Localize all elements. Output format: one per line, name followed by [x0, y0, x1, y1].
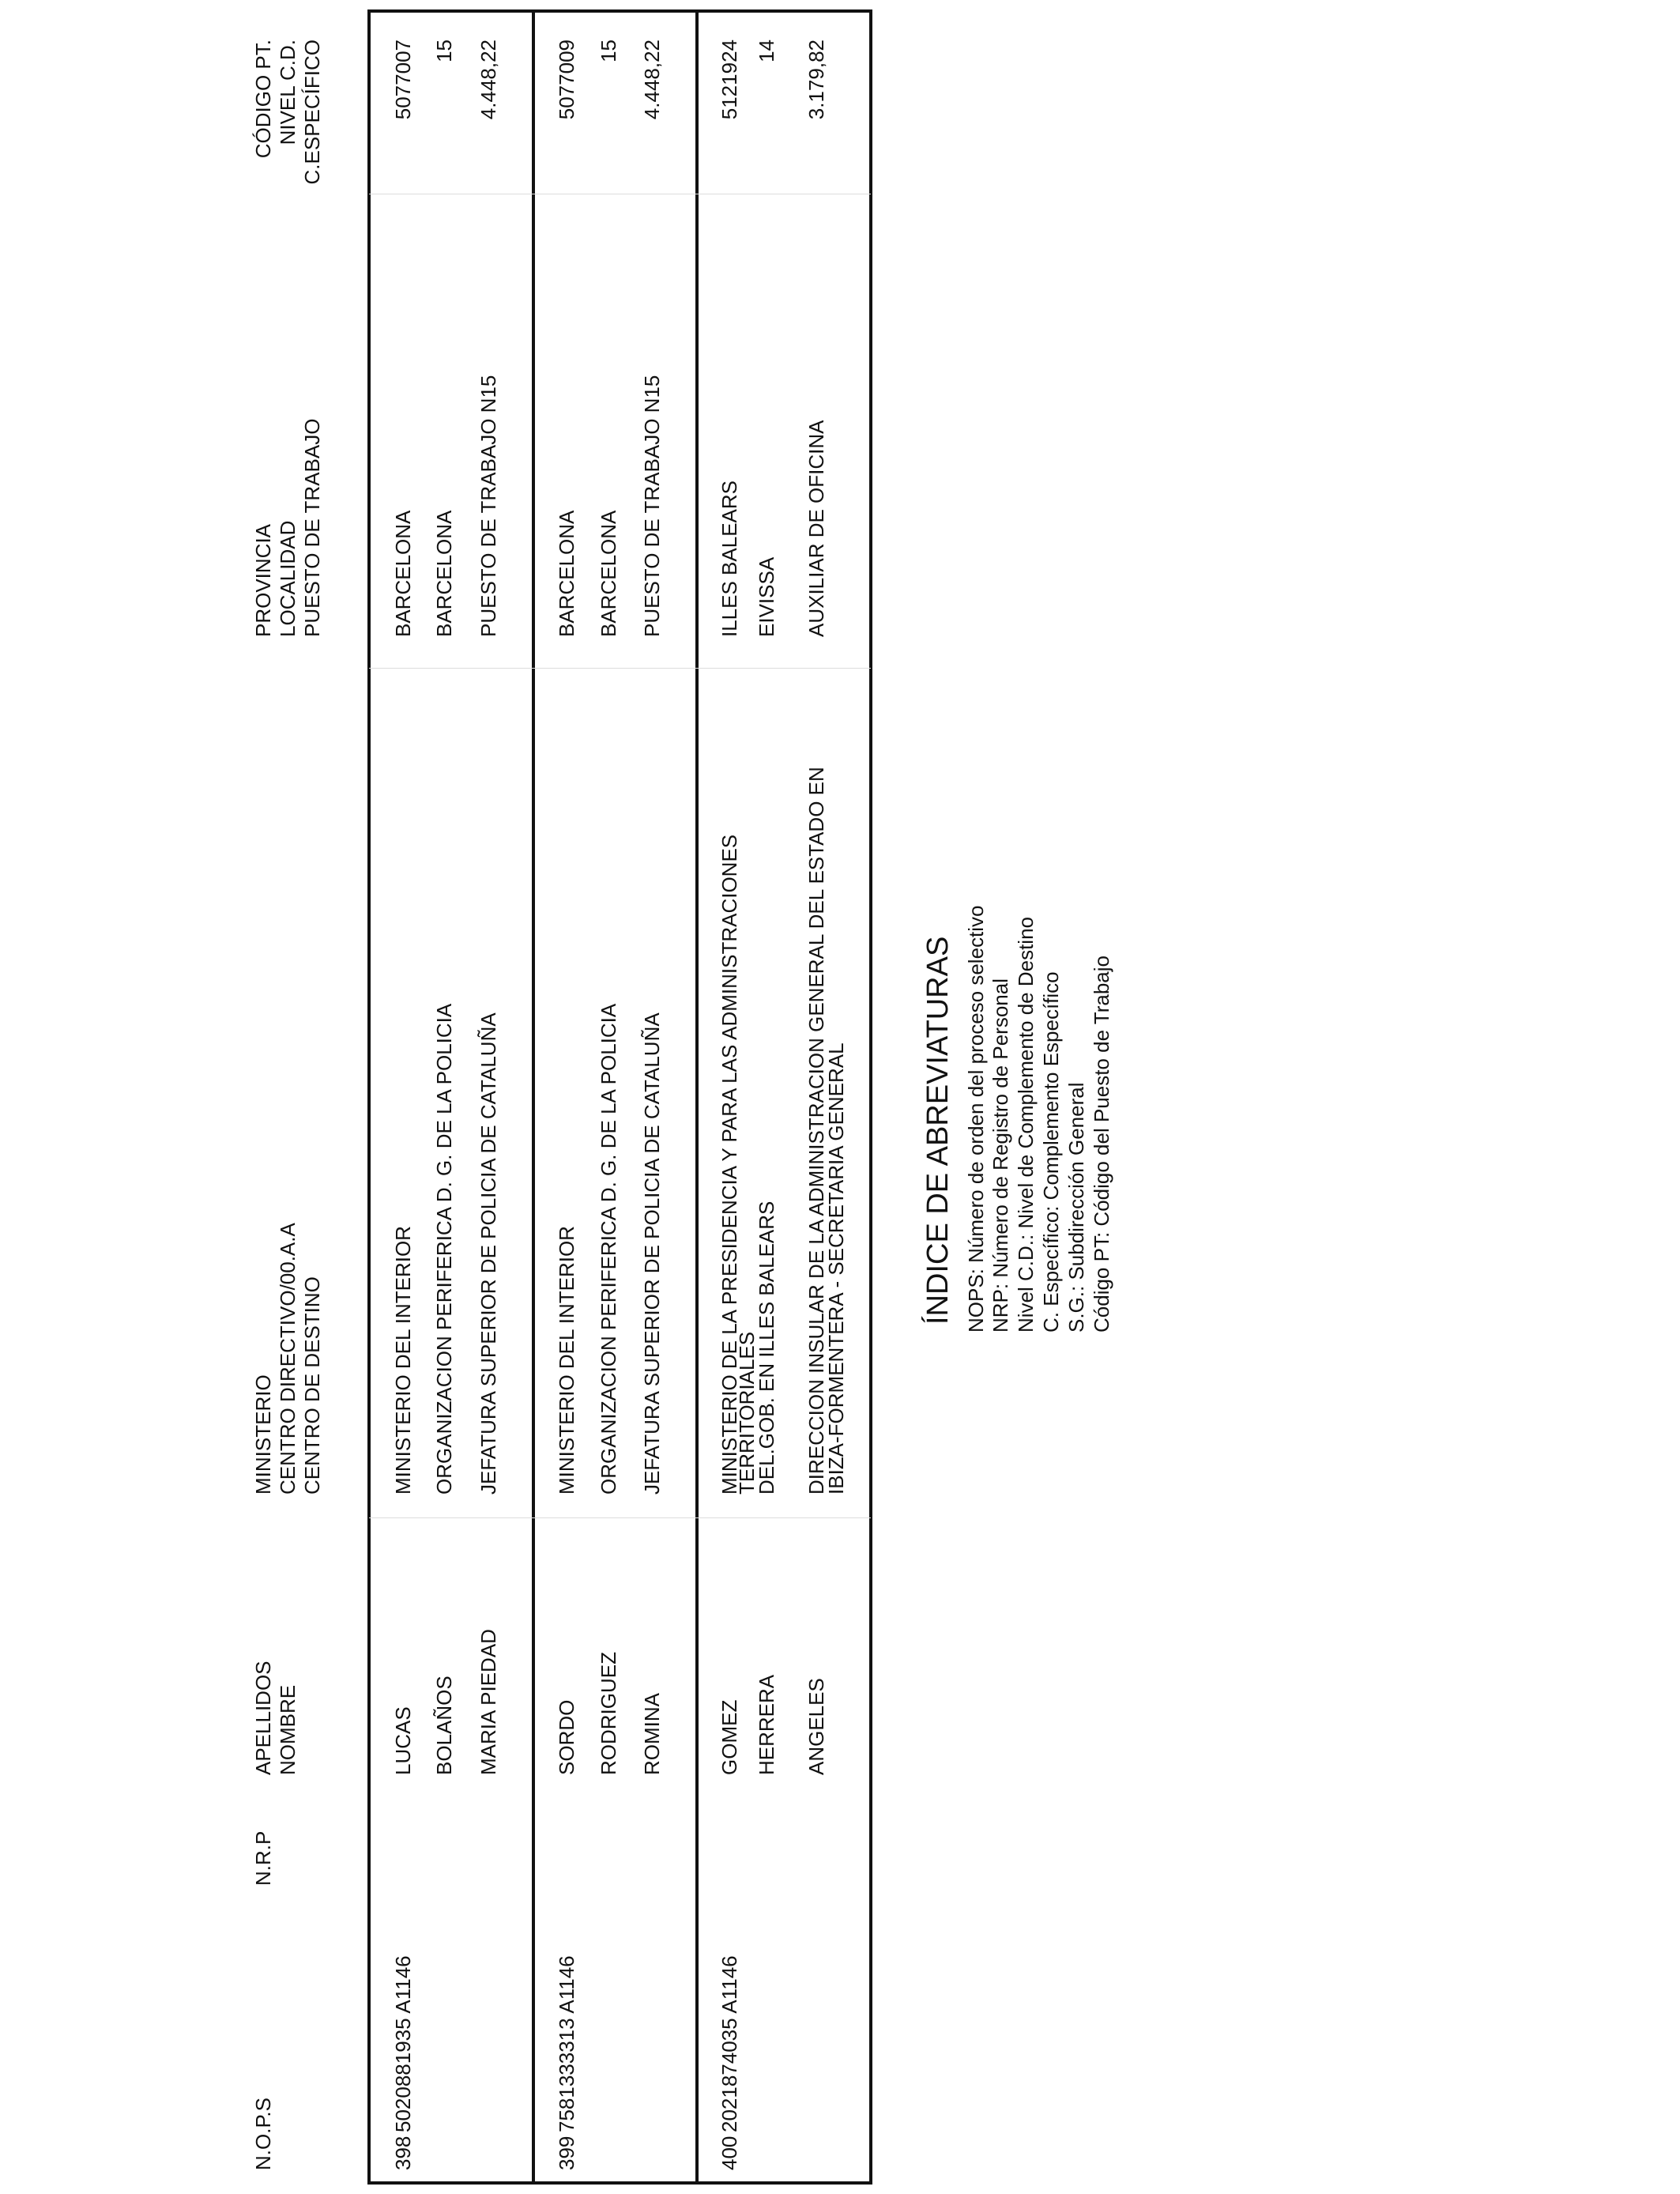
cell-provincia: ILLES BALEARS: [718, 481, 741, 637]
abbreviation-item: NRP: Número de Registro de Personal: [989, 978, 1012, 1333]
abbreviation-item: NOPS: Número de orden del proceso selectivo: [964, 905, 988, 1333]
cell-nivel: 15: [432, 40, 456, 62]
cell-apellido2: RODRIGUEZ: [597, 1652, 620, 1775]
cell-apellido2: HERRERA: [755, 1674, 778, 1775]
cell-nrp: 7581333313 A1146: [555, 1955, 578, 2132]
cell-especifico: 4.448,22: [477, 40, 500, 120]
cell-ministerio-line2: TERRITORIALES: [735, 1331, 759, 1495]
table-border-right: [367, 9, 872, 13]
column-separator: [369, 668, 871, 669]
cell-codigo: 5121924: [718, 40, 741, 120]
cell-centro-destino: JEFATURA SUPERIOR DE POLICIA DE CATALUÑA: [640, 1012, 664, 1495]
header-localidad: LOCALIDAD: [276, 520, 299, 637]
header-centro-destino: CENTRO DE DESTINO: [300, 1276, 324, 1495]
cell-centro-directivo: DEL.GOB. EN ILLES BALEARS: [755, 1201, 778, 1495]
abbreviations-title: ÍNDICE DE ABREVIATURAS: [921, 936, 955, 1325]
cell-centro-destino-line1: DIRECCION INSULAR DE LA ADMINISTRACION GENERAL DEL ESTADO EN: [804, 767, 828, 1495]
header-nops: N.O.P.S: [251, 2097, 275, 2170]
table-border-bottom: [869, 9, 872, 2185]
cell-ministerio: MINISTERIO DEL INTERIOR: [555, 1226, 578, 1495]
cell-localidad: EIVISSA: [755, 556, 778, 637]
cell-provincia: BARCELONA: [391, 510, 415, 637]
header-centro-directivo: CENTRO DIRECTIVO/00.A.A: [276, 1223, 299, 1495]
table-border-top: [367, 9, 371, 2185]
header-puesto: PUESTO DE TRABAJO: [300, 418, 324, 637]
column-separator: [369, 1517, 871, 1518]
cell-provincia: BARCELONA: [555, 510, 578, 637]
cell-apellido1: GOMEZ: [718, 1699, 741, 1775]
cell-nivel: 15: [597, 40, 620, 62]
cell-nombre: ANGELES: [804, 1678, 828, 1775]
cell-puesto: PUESTO DE TRABAJO N15: [477, 375, 500, 637]
cell-nops: 398: [391, 2136, 415, 2170]
abbreviation-item: Nivel C.D.: Nivel de Complemento de Destino: [1014, 917, 1038, 1333]
cell-centro-destino: JEFATURA SUPERIOR DE POLICIA DE CATALUÑA: [477, 1012, 500, 1495]
cell-nops: 400: [718, 2136, 741, 2170]
row-divider: [695, 9, 699, 2185]
header-apellidos: APELLIDOS: [251, 1661, 275, 1775]
cell-nrp: 5020881935 A1146: [391, 1955, 415, 2132]
abbreviation-item: Código PT: Código del Puesto de Trabajo: [1090, 956, 1113, 1333]
cell-codigo: 5077007: [391, 40, 415, 120]
row-divider: [532, 9, 535, 2185]
header-provincia: PROVINCIA: [251, 523, 275, 637]
cell-centro-destino-line2: IBIZA-FORMENTERA - SECRETARIA GENERAL: [824, 1042, 848, 1495]
cell-ministerio: MINISTERIO DEL INTERIOR: [391, 1226, 415, 1495]
table-border-left: [367, 2181, 872, 2185]
abbreviation-item: S.G.: Subdirección General: [1064, 1082, 1088, 1333]
header-nombre: NOMBRE: [276, 1684, 299, 1775]
cell-localidad: BARCELONA: [432, 510, 456, 637]
cell-nivel: 14: [755, 40, 778, 62]
cell-ministerio-line1: MINISTERIO DE LA PRESIDENCIA Y PARA LAS ADMINISTRACIONES: [718, 834, 741, 1495]
cell-nombre: MARIA PIEDAD: [477, 1629, 500, 1775]
cell-apellido1: SORDO: [555, 1699, 578, 1775]
cell-localidad: BARCELONA: [597, 510, 620, 637]
cell-codigo: 5077009: [555, 40, 578, 120]
cell-nrp: 2021874035 A1146: [718, 1955, 741, 2132]
cell-puesto: PUESTO DE TRABAJO N15: [640, 375, 664, 637]
header-especifico: C.ESPECÍFICO: [300, 40, 324, 185]
cell-especifico: 4.448,22: [640, 40, 664, 120]
cell-puesto: AUXILIAR DE OFICINA: [804, 420, 828, 637]
cell-especifico: 3.179,82: [804, 40, 828, 120]
cell-apellido1: LUCAS: [391, 1706, 415, 1775]
abbreviation-item: C. Específico: Complemento Específico: [1039, 971, 1063, 1333]
cell-centro-directivo: ORGANIZACION PERIFERICA D. G. DE LA POLICIA: [432, 1003, 456, 1495]
header-ministerio: MINISTERIO: [251, 1374, 275, 1495]
cell-nombre: ROMINA: [640, 1693, 664, 1775]
cell-nops: 399: [555, 2136, 578, 2170]
header-codigo: CÓDIGO PT.: [251, 40, 275, 159]
header-nivel: NIVEL C.D.: [276, 40, 299, 145]
cell-centro-directivo: ORGANIZACION PERIFERICA D. G. DE LA POLICIA: [597, 1003, 620, 1495]
cell-apellido2: BOLAÑOS: [432, 1676, 456, 1775]
header-nrp: N.R.P: [251, 1830, 275, 1886]
